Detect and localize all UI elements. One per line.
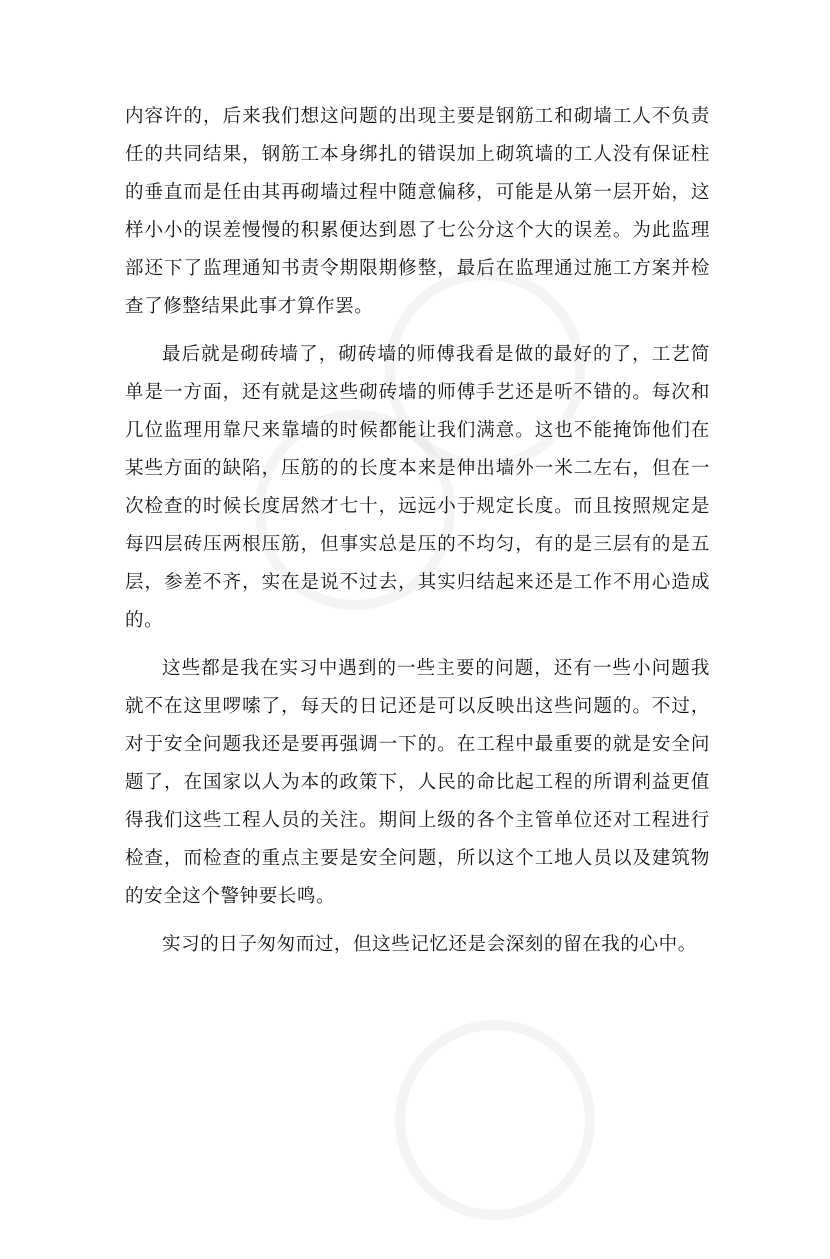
paragraph: 最后就是砌砖墙了，砌砖墙的师傅我看是做的最好的了，工艺简单是一方面，还有就是这些砌砖墙的师傅手艺还是听不错的。每次和几位监理用靠尺来靠墙的时候都能让我们满意。这也不能掩饰他们在某些方面的缺陷，压筋的的长度本来是伸出墙外一米二左右，但在一次检查的时候长度居然才七十，远远小于规定长度。而且按照规定是每四层砖压两根压筋，但事实总是压的不均匀，有的是三层有的是五层，参差不齐，实在是说不过去，其实归结起来还是工作不用心造成的。 (125, 344, 710, 631)
paragraph: 实习的日子匆匆而过，但这些记忆还是会深刻的留在我的心中。 (162, 934, 697, 955)
paragraph: 这些都是我在实习中遇到的一些主要的问题，还有一些小问题我就不在这里啰嗦了，每天的日记还是可以反映出这些问题的。不过，对于安全问题我还是要再强调一下的。在工程中最重要的就是安全问题了，在国家以人为本的政策下，人民的命比起工程的所谓利益更值得我们这些工程人员的关注。期间上级的各个主管单位还对工程进行检查，而检查的重点主要是安全问题，所以这个工地人员以及建筑物的安全这个警钟要长鸣。 (125, 658, 710, 907)
document-body (125, 98, 710, 974)
watermark-seal (356, 981, 635, 1259)
paragraph: 内容许的，后来我们想这问题的出现主要是钢筋工和砌墙工人不负责任的共同结果，钢筋工本身绑扎的错误加上砌筑墙的工人没有保证柱的垂直而是任由其再砌墙过程中随意偏移，可能是从第一层开始，这样小小的误差慢慢的积累便达到恩了七公分这个大的误差。为此监理部还下了监理通知书责令期限期修整，最后在监理通过施工方案并检查了修整结果此事才算作罢。 (125, 106, 710, 317)
